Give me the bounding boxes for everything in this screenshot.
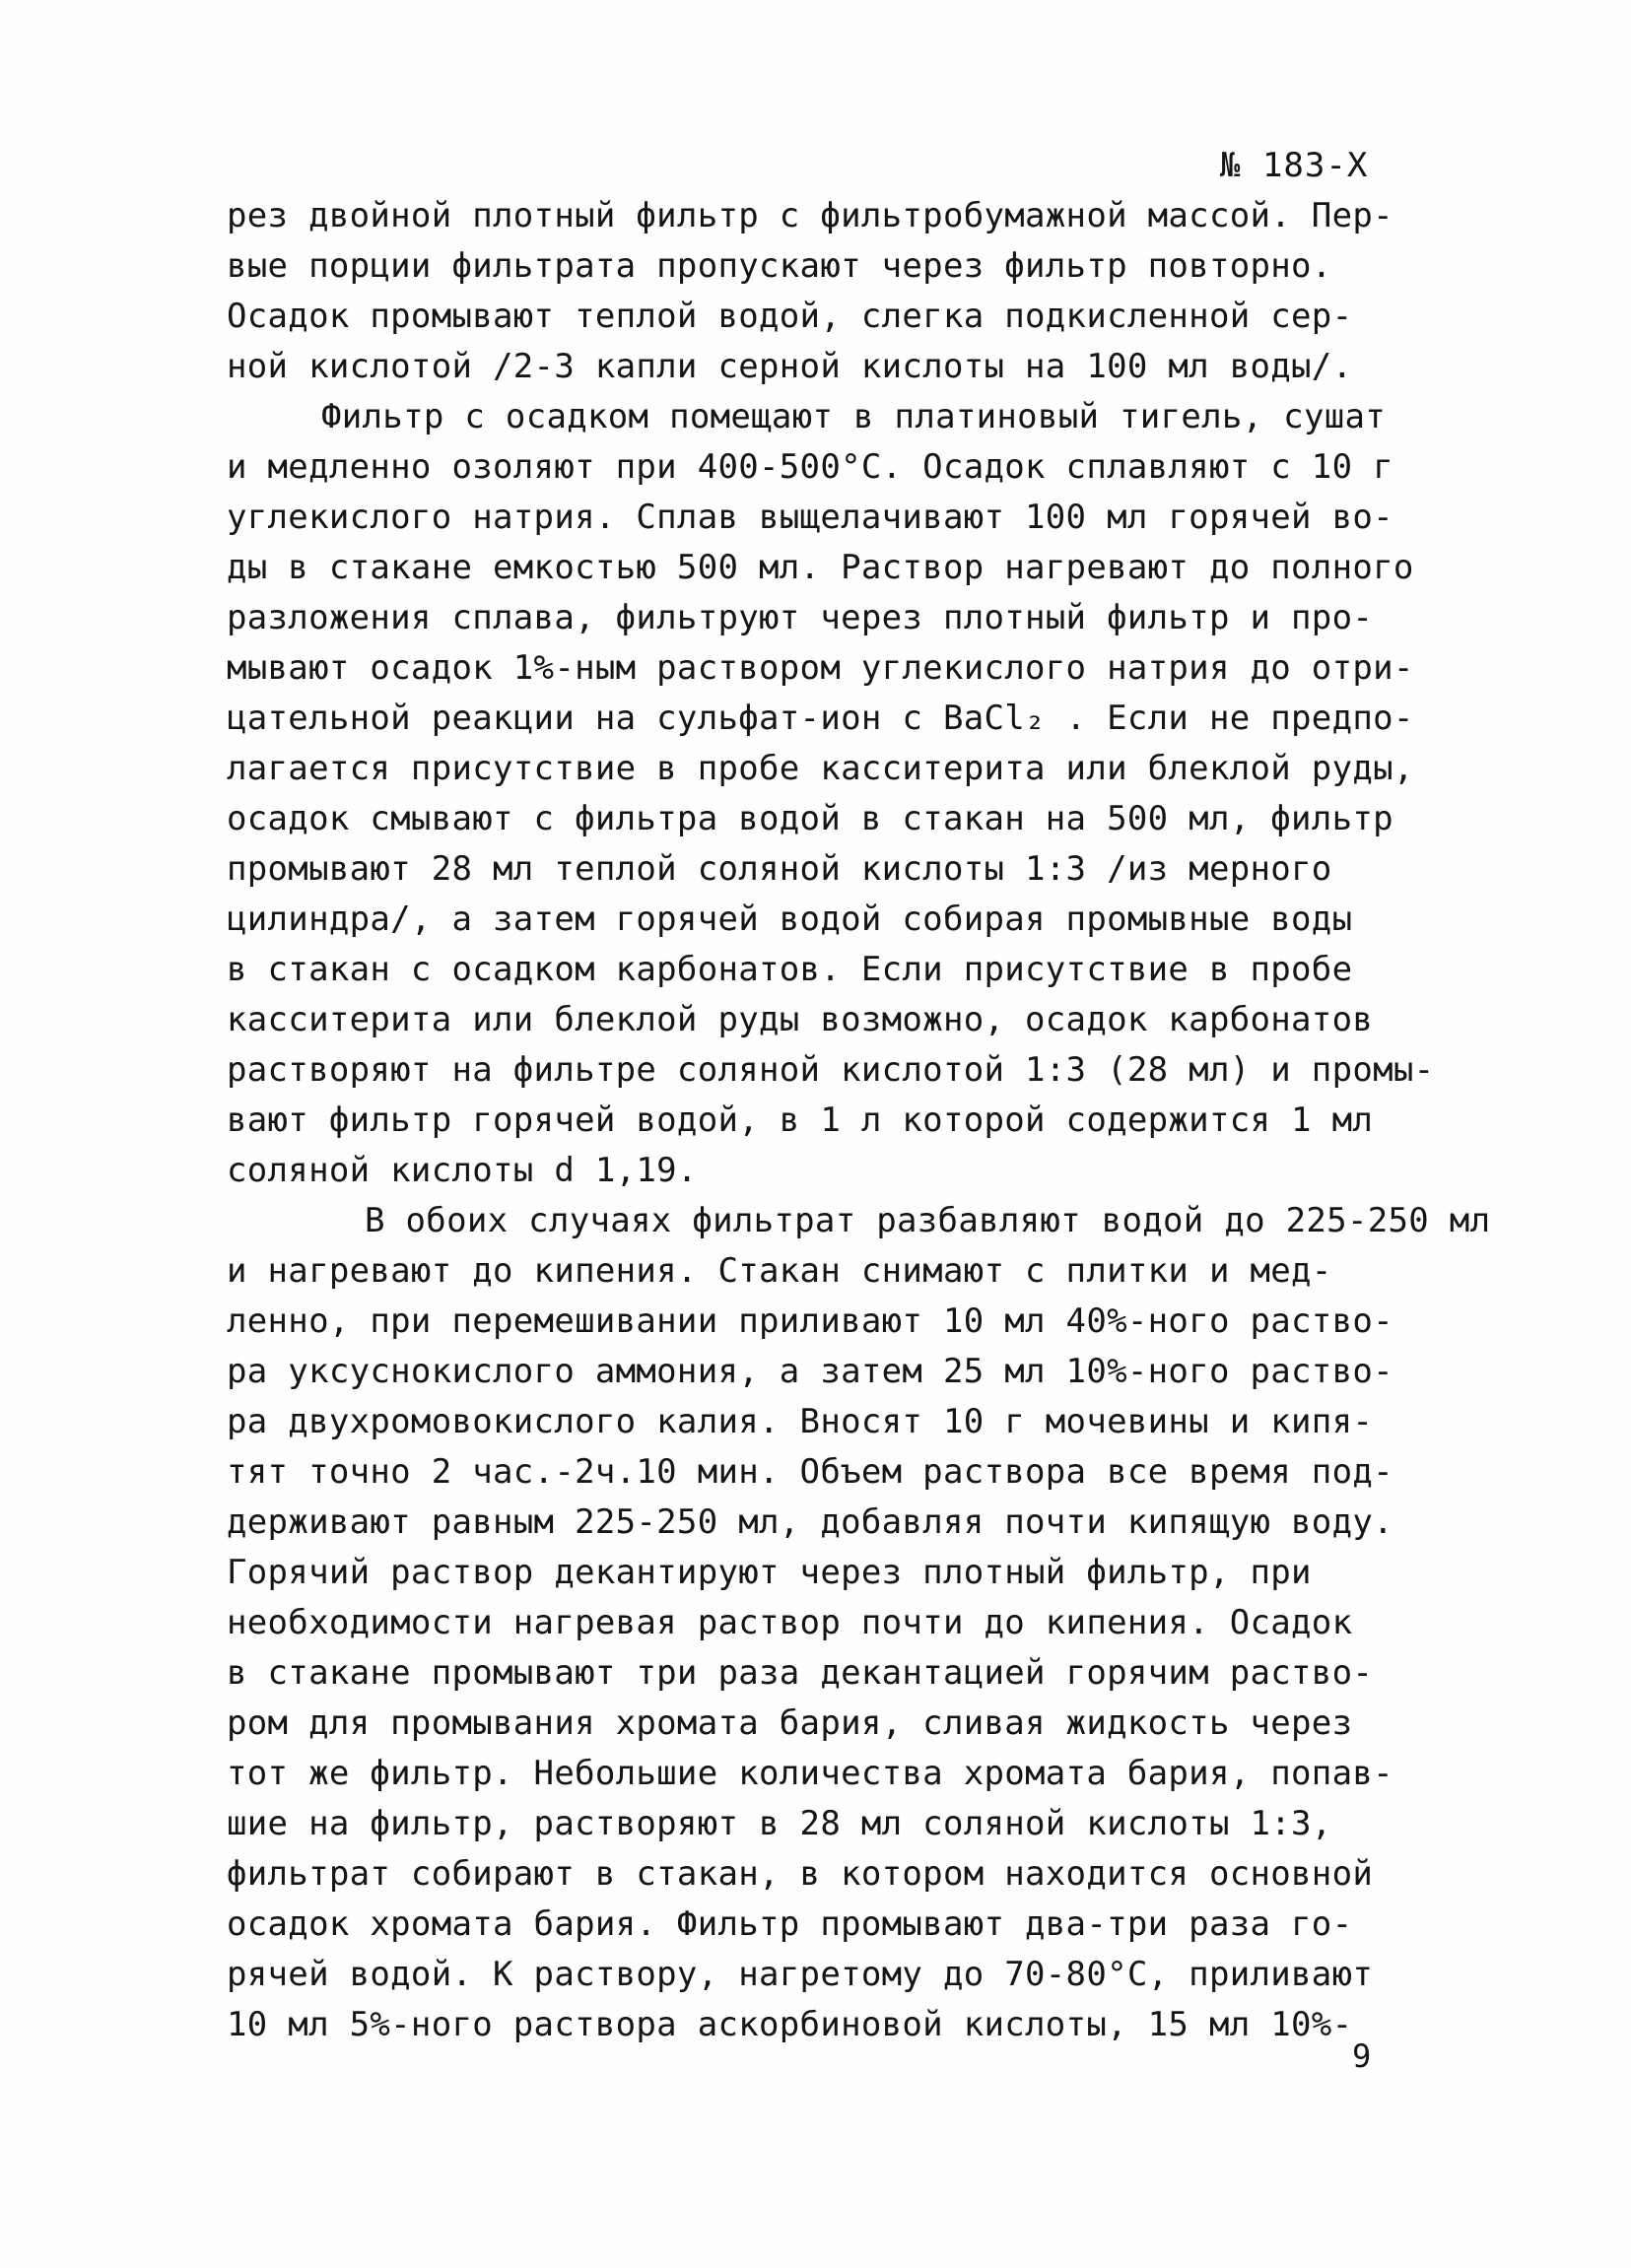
text-line: Горячий раствор декантируют через плотный фильтр, при xyxy=(227,1553,1312,1592)
page-number: 9 xyxy=(1352,2037,1372,2075)
text-line: мывают осадок 1%-ным раствором углекислого натрия до отри- xyxy=(227,648,1414,688)
paragraph-start-line: В обоих случаях фильтрат разбавляют водой до 225-250 мл xyxy=(365,1201,1491,1240)
text-line: цилиндра/, а затем горячей водой собирая промывные воды xyxy=(227,900,1353,939)
text-line: ра уксуснокислого аммония, а затем 25 мл 10%-ного раство- xyxy=(227,1352,1393,1391)
text-line: Осадок промывают теплой водой, слегка подкисленной сер- xyxy=(227,297,1353,336)
text-line: промывают 28 мл теплой соляной кислоты 1:3 /из мерного xyxy=(227,849,1332,889)
text-line: соляной кислоты d 1,19. xyxy=(227,1151,698,1190)
text-line: цательной реакции на сульфат-ион с BaCl₂ . Если не предпо- xyxy=(227,699,1414,738)
text-line: ром для промывания хромата бария, сливая жидкость через xyxy=(227,1703,1353,1743)
text-line: осадок смывают с фильтра водой в стакан на 500 мл, фильтр xyxy=(227,799,1393,838)
document-number: № 183-Х xyxy=(1220,146,1369,185)
paragraph-start-line: Фильтр с осадком помещают в платиновый тигель, сушат xyxy=(321,397,1387,436)
text-line: 10 мл 5%-ного раствора аскорбиновой кислоты, 15 мл 10%- xyxy=(227,2005,1353,2044)
text-line: разложения сплава, фильтруют через плотный фильтр и про- xyxy=(227,598,1374,637)
text-line: в стакан с осадком карбонатов. Если присутствие в пробе xyxy=(227,950,1353,989)
text-line: держивают равным 225-250 мл, добавляя почти кипящую воду. xyxy=(227,1502,1393,1542)
text-line: углекислого натрия. Сплав выщелачивают 100 мл горячей во- xyxy=(227,498,1393,537)
text-line: фильтрат собирают в стакан, в котором находится основной xyxy=(227,1854,1374,1894)
text-line: ра двухромовокислого калия. Вносят 10 г мочевины и кипя- xyxy=(227,1402,1374,1441)
text-line: лагается присутствие в пробе касситерита или блеклой руды, xyxy=(227,749,1414,788)
text-line: и нагревают до кипения. Стакан снимают с плитки и мед- xyxy=(227,1251,1332,1291)
text-line: в стакане промывают три раза декантацией горячим раство- xyxy=(227,1653,1374,1693)
text-line: осадок хромата бария. Фильтр промывают два-три раза го- xyxy=(227,1904,1353,1944)
text-line: и медленно озоляют при 400-500°С. Осадок сплавляют с 10 г xyxy=(227,447,1393,487)
text-line: необходимости нагревая раствор почти до кипения. Осадок xyxy=(227,1603,1353,1642)
text-line: ды в стакане емкостью 500 мл. Раствор нагревают до полного xyxy=(227,548,1414,587)
text-line: вые порции фильтрата пропускают через фильтр повторно. xyxy=(227,246,1332,286)
text-line: растворяют на фильтре соляной кислотой 1:3 (28 мл) и промы- xyxy=(227,1050,1435,1090)
text-line: рячей водой. К раствору, нагретому до 70-80°С, приливают xyxy=(227,1955,1374,1994)
text-line: ленно, при перемешивании приливают 10 мл 40%-ного раство- xyxy=(227,1301,1393,1341)
text-line: тят точно 2 час.-2ч.10 мин. Объем раствора все время под- xyxy=(227,1452,1393,1492)
text-line: ной кислотой /2-3 капли серной кислоты на 100 мл воды/. xyxy=(227,347,1353,386)
text-line: рез двойной плотный фильтр с фильтробумажной массой. Пер- xyxy=(227,196,1393,235)
text-line: шие на фильтр, растворяют в 28 мл соляной кислоты 1:3, xyxy=(227,1804,1332,1843)
text-line: касситерита или блеклой руды возможно, осадок карбонатов xyxy=(227,1000,1374,1039)
text-line: вают фильтр горячей водой, в 1 л которой содержится 1 мл xyxy=(227,1101,1374,1140)
text-line: тот же фильтр. Небольшие количества хромата бария, попав- xyxy=(227,1754,1393,1793)
